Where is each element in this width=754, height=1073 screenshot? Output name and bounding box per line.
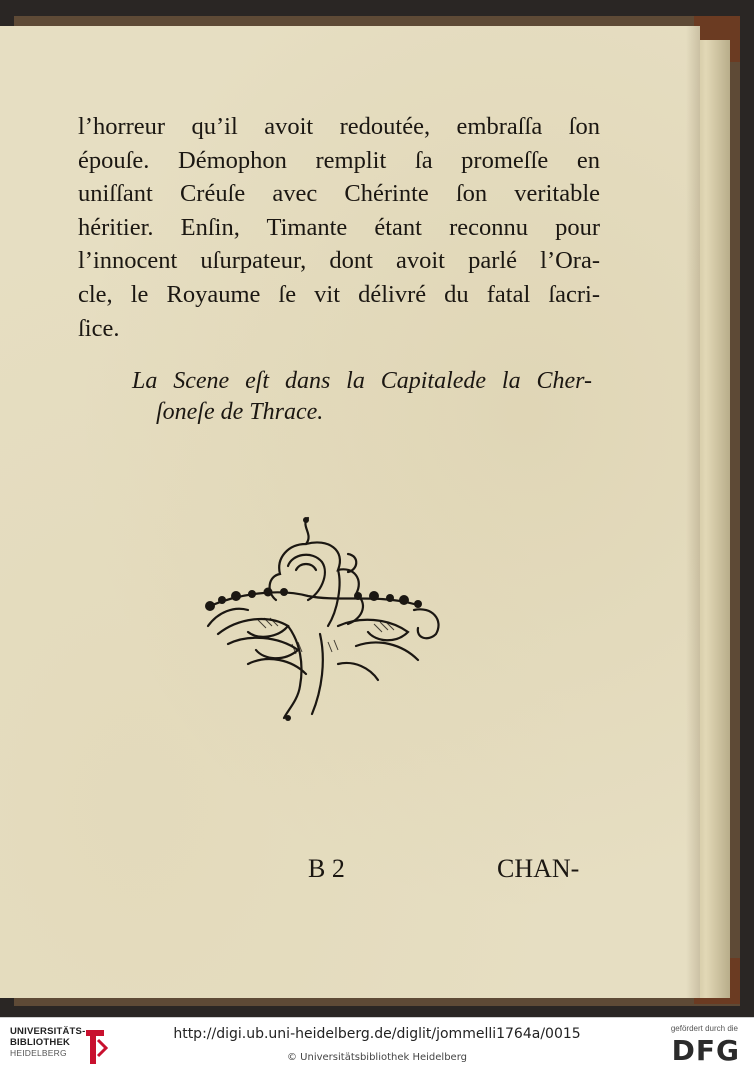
rococo-ornament-icon <box>188 514 450 722</box>
text-line: héritier. Enſin, Timante étant reconnu pour <box>78 213 600 241</box>
permalink-url[interactable]: http://digi.ub.uni-heidelberg.de/diglit/jommelli1764a/0015 <box>173 1026 581 1042</box>
dfg-logo[interactable]: DFG <box>671 1034 740 1067</box>
text-line: uniſſant Créuſe avec Chérinte ſon veritable <box>78 180 600 208</box>
copyright-text: © Universitätsbibliothek Heidelberg <box>286 1052 467 1063</box>
text-line: l’horreur qu’il avoit redoutée, embraſſa ſon <box>78 113 600 140</box>
viewer-footer <box>0 1017 754 1073</box>
signature-mark: B 2 <box>308 854 345 883</box>
body-text <box>78 110 600 345</box>
book-page <box>0 26 700 998</box>
location-line: La Scene eſt dans la Capitalede la Cher- <box>132 368 592 394</box>
logo-line-1: UNIVERSITÄTS- <box>10 1026 86 1037</box>
scene-location <box>132 366 592 428</box>
text-line: épouſe. Démophon remplit ſa promeſſe en <box>78 146 600 174</box>
location-line: ſoneſe de Thrace. <box>156 399 324 425</box>
text-line: cle, le Royaume ſe vit délivré du fatal ſacri- <box>78 280 600 308</box>
text-line: ſice. <box>78 314 120 342</box>
funder-label: gefördert durch die <box>670 1024 738 1033</box>
catchword: CHAN- <box>497 854 580 883</box>
logo-line-2: BIBLIOTHEK <box>10 1036 71 1048</box>
text-line: l’innocent uſurpateur, dont avoit parlé l’Ora- <box>78 247 600 275</box>
logo-line-3: HEIDELBERG <box>10 1048 67 1058</box>
